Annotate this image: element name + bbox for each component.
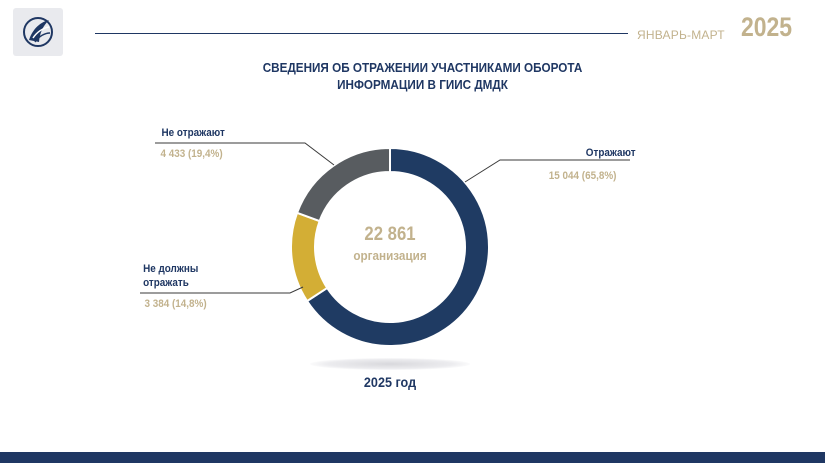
donut-slice-not-reflect: [297, 148, 390, 221]
slice-label-reflect: Отражают: [585, 147, 636, 159]
slice-label-not-required-line-1: Не должны: [143, 263, 199, 275]
total-unit: организация: [353, 248, 427, 263]
category-label: 2025 год: [363, 374, 417, 390]
period-label: ЯНВАРЬ-МАРТ: [637, 28, 725, 42]
footer-bar: [0, 452, 825, 463]
donut-slice-not-required: [291, 213, 327, 301]
chart-title-line-2: ИНФОРМАЦИИ В ГИИС ДМДК: [337, 77, 508, 92]
slice-value-not-reflect: 4 433 (19,4%): [160, 148, 223, 160]
slice-label-not-reflect: Не отражают: [161, 127, 225, 139]
slice-value-reflect: 15 044 (65,8%): [548, 170, 617, 182]
total-value: 22 861: [364, 224, 416, 245]
year-label: 2025: [741, 12, 793, 42]
slice-label-not-required-line-2: отражать: [143, 277, 189, 289]
slice-value-not-required: 3 384 (14,8%): [144, 298, 207, 310]
chart-shadow: [310, 358, 470, 370]
slice-label-not-required: [143, 262, 198, 290]
chart-title-line-1: СВЕДЕНИЯ ОБ ОТРАЖЕНИИ УЧАСТНИКАМИ ОБОРОТА: [262, 60, 583, 75]
